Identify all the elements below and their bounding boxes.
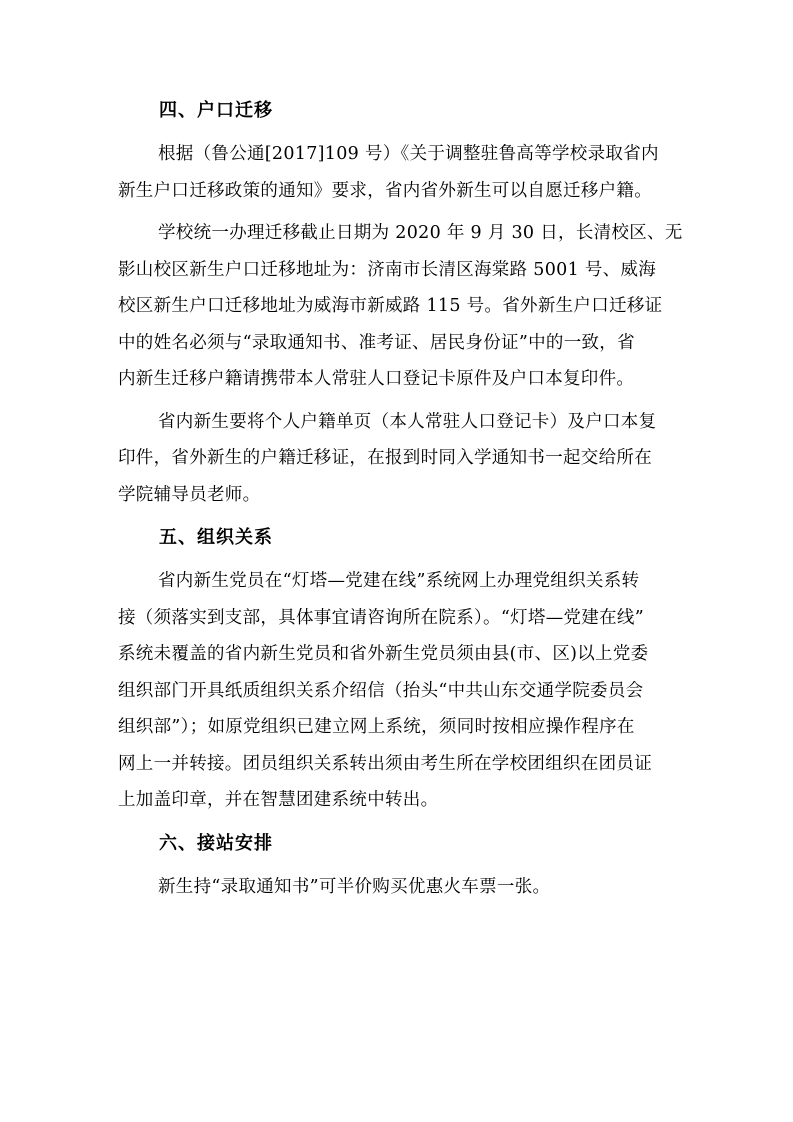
text-line: 印件，省外新生的户籍迁移证，在报到时同入学通知书一起交给所在: [118, 448, 652, 468]
section-heading-household: 四、户口迁移: [159, 100, 273, 121]
text-line: 系统未覆盖的省内新生党员和省外新生党员须由县(市、区)以上党委: [118, 644, 649, 664]
paragraph: [118, 563, 678, 819]
text-line: 组织部”）；如原党组织已建立网上系统，须同时按相应操作程序在: [118, 717, 635, 737]
text-line: 新生持“录取通知书”可半价购买优惠火车票一张。: [158, 876, 551, 897]
text-line: 省内新生党员在“灯塔—党建在线”系统网上办理党组织关系转: [158, 571, 640, 591]
text-line: 接（须落实到支部，具体事宜请咨询所在院系）。“灯塔—党建在线”: [118, 607, 644, 628]
text-line: 校区新生户口迁移地址为威海市新威路 115 号。省外新生户口迁移证: [118, 296, 663, 316]
text-line: 上加盖印章，并在智慧团建系统中转出。: [118, 790, 439, 810]
section-heading-organization: 五、组织关系: [159, 527, 273, 548]
text-line: 影山校区新生户口迁移地址为：济南市长清区海棠路 5001 号、威海: [118, 259, 657, 280]
text-line: 新生户口迁移政策的通知》要求，省内省外新生可以自愿迁移户籍。: [118, 180, 652, 201]
text-line: 学院辅导员老师。: [118, 484, 261, 505]
paragraph: [118, 215, 683, 398]
text-line: 网上一并转接。团员组织关系转出须由考生所在学校团组织在团员证: [118, 753, 652, 774]
text-line: 学校统一办理迁移截止日期为 2020 年 9 月 30 日，长清校区、无: [158, 223, 683, 243]
text-line: 内新生迁移户籍请携带本人常驻人口登记卡原件及户口本复印件。: [118, 369, 635, 389]
paragraph: [118, 869, 678, 906]
text-line: 组织部门开具纸质组织关系介绍信（抬头“中共山东交通学院委员会: [118, 680, 644, 701]
document-body: [118, 100, 683, 905]
paragraph: [118, 404, 678, 514]
text-line: 中的姓名必须与“录取通知书、准考证、居民身份证”中的一致，省: [118, 332, 635, 353]
text-line: 根据（鲁公通[2017]109 号）《关于调整驻鲁高等学校录取省内: [158, 144, 659, 164]
text-line: 省内新生要将个人户籍单页（本人常驻人口登记卡）及户口本复: [158, 411, 657, 432]
section-heading-station-pickup: 六、接站安排: [159, 832, 273, 854]
paragraph: [118, 136, 678, 209]
